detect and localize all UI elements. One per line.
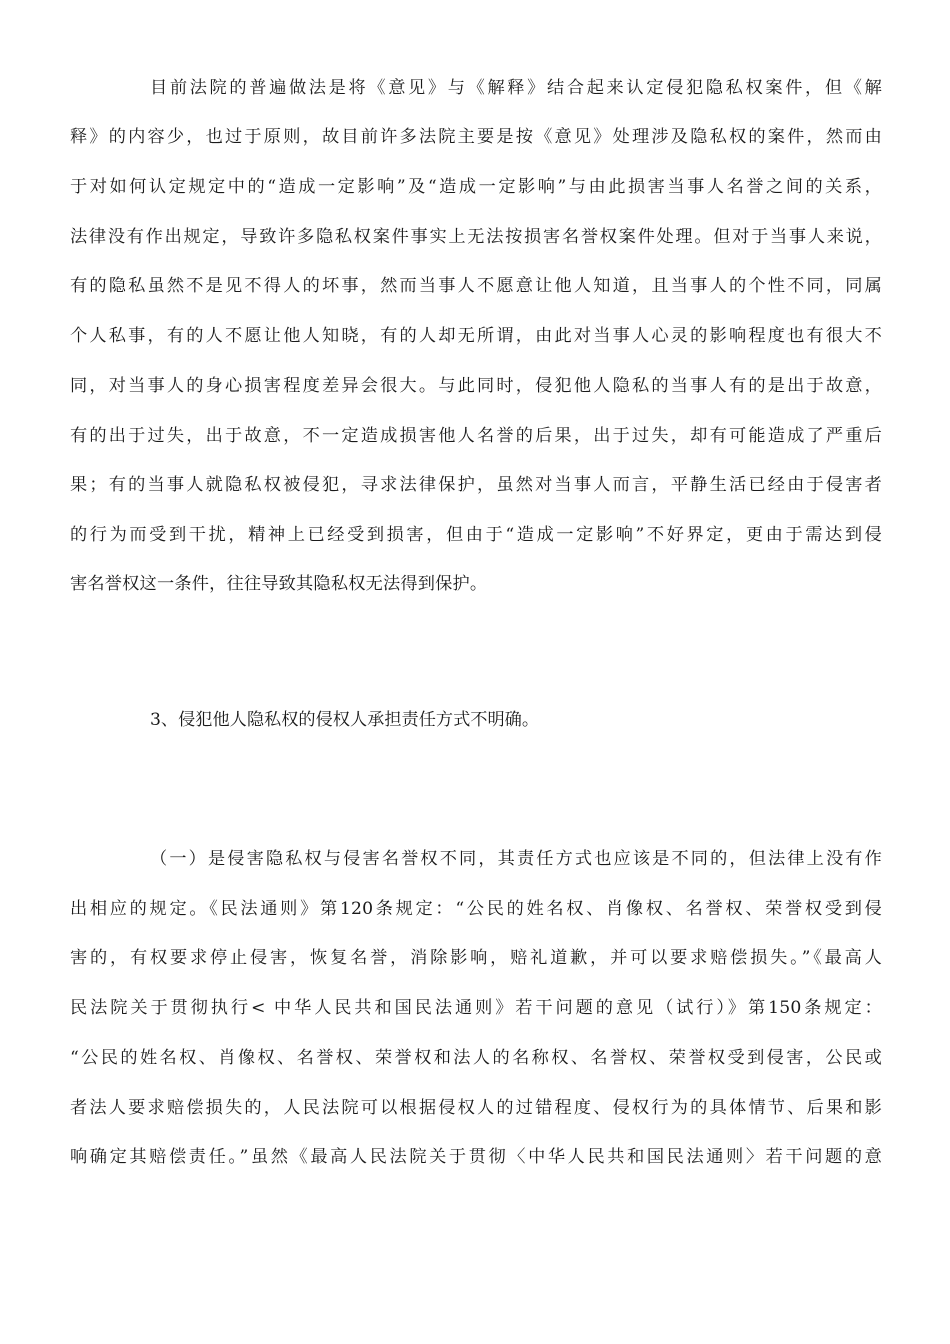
paragraph-line: 同，对当事人的身心损害程度差异会很大。与此同时，侵犯他人隐私的当事人有的是出于故意， [70, 376, 882, 396]
paragraph-line: 个人私事，有的人不愿让他人知晓，有的人却无所谓，由此对当事人心灵的影响程度也有很大不 [70, 326, 882, 346]
paragraph-line: 有的隐私虽然不是见不得人的坏事，然而当事人不愿意让他人知道，且当事人的个性不同，同属 [70, 276, 882, 296]
section-heading: 3、侵犯他人隐私权的侵权人承担责任方式不明确。 [150, 710, 540, 730]
paragraph-line: 害的，有权要求停止侵害，恢复名誉，消除影响，赔礼道歉，并可以要求赔偿损失。”《最高人 [70, 948, 882, 968]
paragraph-line: 目前法院的普遍做法是将《意见》与《解释》结合起来认定侵犯隐私权案件，但《解 [150, 78, 882, 98]
paragraph-line: 出相应的规定。《民法通则》第120条规定：“公民的姓名权、肖像权、名誉权、荣誉权受到侵 [70, 899, 882, 919]
paragraph-line: （一）是侵害隐私权与侵害名誉权不同，其责任方式也应该是不同的，但法律上没有作 [150, 849, 882, 869]
paragraph-line: 有的出于过失，出于故意，不一定造成损害他人名誉的后果，出于过失，却有可能造成了严重后 [70, 426, 882, 446]
paragraph-line: 于对如何认定规定中的“造成一定影响”及“造成一定影响”与由此损害当事人名誉之间的关系， [70, 177, 882, 197]
paragraph-line: 民法院关于贯彻执行< 中华人民共和国民法通则》若干问题的意见（试行）》第150条规定： [70, 998, 882, 1018]
paragraph-line: 响确定其赔偿责任。”虽然《最高人民法院关于贯彻〈中华人民共和国民法通则〉若干问题的意 [70, 1147, 882, 1167]
paragraph-line: 的行为而受到干扰，精神上已经受到损害，但由于“造成一定影响”不好界定，更由于需达到侵 [70, 525, 882, 545]
paragraph-line: 害名誉权这一条件，往往导致其隐私权无法得到保护。 [70, 574, 488, 594]
paragraph-line: 者法人要求赔偿损失的，人民法院可以根据侵权人的过错程度、侵权行为的具体情节、后果和影 [70, 1098, 882, 1118]
paragraph-line: 法律没有作出规定，导致许多隐私权案件事实上无法按损害名誉权案件处理。但对于当事人来说， [70, 227, 882, 247]
paragraph-line: 果；有的当事人就隐私权被侵犯，寻求法律保护，虽然对当事人而言，平静生活已经由于侵害者 [70, 475, 882, 495]
paragraph-line: “公民的姓名权、肖像权、名誉权、荣誉权和法人的名称权、名誉权、荣誉权受到侵害，公民或 [70, 1048, 882, 1068]
paragraph-line: 释》的内容少，也过于原则，故目前许多法院主要是按《意见》处理涉及隐私权的案件，然而由 [70, 127, 882, 147]
